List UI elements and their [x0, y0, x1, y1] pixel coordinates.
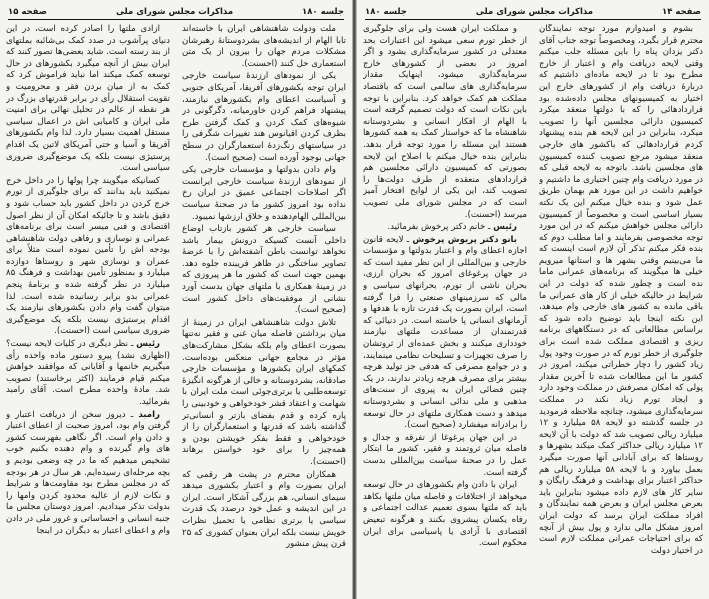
paragraph-text: یکی از نمودهای ارزندهٔ سیاست خارجی ایران توجه بکشورهای آفریقا، آمریکای جنوبی و آسیاست اعطای وام بکشورهای نیازمند، پیشنهاد فراهم کردن خاورمیانه، دگرگونی در شیوه‌های کمک کردن و کمک گرفتن طرح بطرف کردن اقیانوس هند تغییرات شگرفی را در سیاستهای زنگ‌زدهٔ استعمارگران در سطح جهانی بوجود آورده است (صحیح است).: [182, 71, 346, 163]
paragraph-text: و مملکت ایران هست ولی برای جلوگیری از خطر تورم سعی میشود این اعتبارات بحد معتدلی در کشور سرمایه‌گذاری بشود و اگر امروز در بعضی از کشورهای خارج سرمایه‌گذاری میشود، اینهایک مقدار سرمایه‌گذاری های سالمی است که باقتصاد مملکت هم کمک خواهد کرد. بنابراین با توجه باین نکات است که دولت تصمیم گرفته است با الهام از افکار انسانی و بشردوستانه شاهنشاه ما که خواستار کمک به همه کشورها هستند این مسئله را مورد توجه قرار بدهد. بنابراین بنده خیال میکنم با اصلاح این لایحه بصورتی که کمیسیون دارائی مجلسین هم قراردادهای منعقده از طرف دولت‌ها را تصویب کند، این یکی از لوایح افتخار آمیز است که در مجلس شورای ملی تصویب میرسد (احسنت).: [363, 24, 527, 220]
page-header: [8, 5, 344, 20]
page-number: صفحه ۱۵: [8, 7, 47, 17]
paragraph-text: در این جهان پرغوغا از تفرقه و جدال و فاصله میان ثروتمند و فقیر، کشور ما ابتکار عمل را در صحنهٔ سیاست بین‌المللی بدست گرفته است.: [363, 432, 527, 478]
speaker-paragraph: [363, 222, 527, 234]
page-number: صفحه ۱۴: [662, 7, 701, 17]
speaker-name: رئیس: [493, 222, 517, 233]
paragraph-text: بشوم و امیدوارم مورد توجه نمایندگان محترم قرار بگیرد، ومخصوصاً توجه جناب آقای دکتر یزدان پناه را باین مسئله جلب میکنم وقتی لایحه دریافت وام و اعتبار از خارج مطرح بود تا در لایحه ماده‌ای داشتیم که دربارهٔ دریافت وام از کشورهای خارج این اختیار به کمیسیونهای مجلس داده‌شده بود قراردادهائی را که با دولتها منعقد میکرد کمیسیون دارائی مجلسین آنها را تصویب میکرد، بنابراین در این لایحه هم بنده پیشنهاد کردم قراردادهائی که باکشور های خارجی منعقد میشود مرجع تصویب کننده کمیسیون های مجلسین باشد. باتوجه به لایحه قبلی که در مورد دریافت وام چنین اختیاری ما داشتیم و خواهیم داشت در این مورد هم بهمان طریق عمل شود و بنده خیال میکنم این یک نکته بسیار اساسی است و مخصوصاً از کمیسیون دارائی مجلس خواهش میکنم که در این مورد توجه مخصوصی بفرمایند و اما مطلب دوم که بنده فکر میکنم تذکر آن لازم است اینست که ما می‌بینیم وقتی بشهر ها و استانها میرویم خیلی ها میگویند که برنامه‌های عمرانی ماما نده است و چطور شده که دولت در این شرایط در حالیکه خیلی از کار های عمرانی ما باقی مانده به کشور های خارجی وام میدهد، این نکته اینجا باید توضیح داده شود که براساس مطالعاتی که در دستگاههای برنامه ریزی و اقتصادی مملکت شده است برای جلوگیری از خطر تورم که در صورت وجود پول زیاد کشور را دچار خطراتی میکند، امروز در کشور ما این مطالعات شده تا آخرین مقدار پولی که امکان مصرفش در مملکت وجود دارد و ایجاد تورم زیاد نکند در مملکت سرمایه‌گذاری میشود، چنانچه ملاحظه فرمودید در جلسه گذشته دو لایحه ۵۸ میلیارد و ۱۲ میلیارد ریالی تصویب شد که دولت با آن لایحه ۱۲ میلیارد ریالی حداکثر کمک میکند بشهرها و روستاها که برای آبادانی آنها صورت میگیرد بعمل بیاورد و با لایحه ۵۸ میلیارد ریالی هم حداکثر اعتبار برای بهداشت و فرهنگ رایگان و سایر کار های لازم داده میشود بنابراین باید بعرض مجلس ایران و بعرض همه نمایندگان و افراد مملکت ایران برسد که دولت ایران امروز مشکل مالی ندارد و پول بیش از آنچه که برای احتیاجات عمرانی مملکت لازم است در اختیار دولت: [539, 24, 703, 556]
paragraph-text: وام دادن بدولتها و مؤسسات خارجی یکی از نمودهای ارزندهٔ سیاست خارجی ایرانست اگر اصلاحات اجتماعی عمیق در ایران رخ نداده بود امروز کشور ما در صحنهٔ سیاست بین‌المللی الهام‌دهنده و خلاق ارزشها نمیبود.: [182, 165, 346, 222]
paragraph: [6, 24, 170, 175]
paragraph-text: آزادی ملتها را اصادر کرده است، در این دنیای پرآشوب در صدد کمک بی‌شائبه بملتهای از بند رسته است. شاید بعضی‌ها تصور کنند که ایران بیش از آنچه میگیرد بکشورهای در حال توسعه کمک میکند اما نباید فراموش کرد که کمک به از میان بردن فقر و محرومیت و تقویت استقلال رأی در برابر قدرتهای بزرگ در هر نقطه از عالم در تحلیل نهائی برای امنیت ملی ایران و کامیابی اش در اعمال سیاسی مستقل اهمیت بسیار دارد. لذا وام بکشورهای آفریقا و آسیا و حتی آمریکای لاتین یک اقدام پرستیژی نیست بلکه یک موضع‌گیری ضروری سیاسی است.: [6, 24, 170, 174]
speaker-paragraph: [6, 339, 170, 409]
text-column-left: [363, 24, 527, 593]
paragraph-text: ـ لایحه قانون اجازه اعطای وام و اعتبار بدولتها و مؤسسات خارجی و بین‌المللی از این نظر مفید است که در جهان پرغوغای امروز که بحران ارزی، بحران ناشی از تورم، بحرانهای سیاسی و مالی که سرزمینهای صنعتی را فرا گرفته است، ایران بصورت یک قدرت تازه با هدفها و آرمانهای انسانی پا خاسته است. در دنیائی که قدرتمندان از مساعدت ملتهای نیازمند خودداری میکنند و بخش عمده‌ای از ثروتشان را صرف تجهیزات و تسلیحات نظامی مینمایند، و در جوامع مصرفی که هدفی جز تولید هرچه بیشتر برای مصرف هرچه زیادتر ندارند، در یک چنین فضائی ایران به پیروی از سنت‌های مذهبی و ملی ندائی انسانی و بشردوستانه میدهد و دست همکاری ملتهای در حال توسعه را برادرانه میفشارد (صحیح است).: [363, 234, 527, 431]
speaker-paragraph: [363, 235, 527, 432]
paragraph: [182, 71, 346, 164]
speaker-name: رامبد: [138, 409, 160, 420]
paragraph: [182, 224, 346, 317]
paragraph-text: همکاران محترم در پشت هر رقمی که ایران بصورت وام و اعتبار بکشوری میدهد سیمای انسانی، هم بزرگی آشکار است. ایران در این اندیشه و عمل خود درصدد یک قدرت سیاسی یا برتری نظامی یا تحمیل نظرات خویش نیست بلکه ایران بعنوان کشوری که ۲۵ قرن پیش منشور: [182, 469, 346, 550]
session-number: جلسه ۱۸۰: [302, 7, 344, 17]
paragraph-text: ملت ودولت شاهنشاهی ایران با خاسته‌اند تابا الهام از اندیشه‌های بشردوستانهٔ رهبرشان مشکلات مردم جهان را بیرون از یک متن استعماری حل کنند (احسنت).: [182, 24, 346, 69]
paragraph: [182, 24, 346, 70]
speaker-name: رئیس: [136, 339, 161, 350]
paragraph: [363, 24, 527, 221]
text-column-right: [539, 24, 703, 593]
paragraph-text: کسانیکه میگویند چرا پولها را در داخل خرج نمیکنید باید بدانند که برای جلوگیری از تورم خرج کردن در داخل کشور باید حساب شود و دقیق باشد و تا جائیکه امکان آن از نظر اصول اقتصادی و فنی میسر است برای برنامه‌های عمرانی و نوسازی و رفاهی دولت شاهنشاهی بودجه اش را تأمین نموده است مثلاً برای عمران و نوسازی شهر و روستاها دوازده میلیارد و بمنظور تأمین بهداشت و فرهنگ ۸۵ میلیارد در نظر گرفته شده و برنامهٔ پنجم عمرانی بدو برابر رسانیده شده است. لذا میتوان گفت وام دادن بکشورهای نیازمند یک اقدام پرستیژی نیست بلکه یک موضع‌گیری ضروری سیاسی است (احسنت).: [6, 175, 170, 337]
paragraph: [182, 470, 346, 551]
publication-title: مذاکرات مجلس شورای ملی: [115, 7, 234, 17]
paragraph-text: ایران با دادن وام بکشورهای در حال توسعه میخواهد از اختلافات و فاصله میان ملتها بکاهد باید که ملتها بسوی تعمیم عدالت اجتماعی و رفاه یکسان پیشروی بکنند و هرگونه تبعیض اقتصادی با آزادی یا پاسیاسی برای ایران محکوم است.: [363, 480, 527, 549]
speaker-paragraph: [6, 410, 170, 538]
left-page: [0, 0, 352, 599]
paragraph-text: ـ خانم دکتر پرخوش بفرمائید.: [387, 222, 491, 233]
paragraph: [363, 480, 527, 550]
text-column-left: [6, 24, 170, 593]
paragraph: [182, 318, 346, 469]
paragraph-text: تلاش دولت شاهنشاهی ایران در زمینهٔ از میان برداشتن فاصله میان غنی و فقیر نه‌تنها بصورت اعطای وام بلکه بشکل مشارکت‌های مؤثر در مجامع جهانی منعکس بوده‌است. کمکهای ایران بکشورها و مؤسسات خارجی صادقانه، بشردوستانه و خالی از هرگونه انگیزهٔ توسعه‌طلبی یا برتری‌جوئی است ملت ایران با شهامت و اعتقاد قشر خودخواهی و خودبینی را پاره کرده و قدم بفضای بازتر و انسانی‌تر گذاشته باشد که قدرتها و استعمارگران را از خودخواهی و فقط بفکر خویشتن بودن و همه‌چیز را برای خود خواستن برهاند (احسنت).: [182, 317, 346, 467]
paragraph: [539, 24, 703, 557]
speaker-name: بانو دکتر پریوش پرخوش: [412, 234, 517, 245]
paragraph-text: ـ دیروز سخن از دریافت اعتبار و گرفتن وام بود، امروز صحبت از اعطای اعتبار و دادن وام است. اگر نگاهی بفهرست کشور های وام گیرنده و وام دهنده بکنیم خوب تشخیص میدهیم که ما در چه وضعی بودیم و بچه مرحله‌ای رسیده‌ایم. هر سال در هر بودجه که در مجلس مطرح بود مقاومت‌ها و شرایط و نکات لازم از عالیه محدود کردن وامها را بدولت تذکر میدادیم. امروز دوستان مجلس ما جنبه انسانی و احساساتی و غرور ملی در دادن وام و اعطای اعتبار به دیگران در اینجا: [6, 409, 170, 536]
paragraph-text: سیاست خارجی هر کشور بازتاب اوضاع داخلی آنست کسیکه درونش بیمار باشد نخواهد توانست باطن آشفته‌اش را با عرضهٔ تصاویر ساختگی در ظاهر فریبنده جلوه دهد. بهمین جهت است که کشور ما هر پیروزی که در زمینهٔ همکاری با ملتهای جهان بدست آورد نشانی از موفقیت‌های داخل کشور است (صحیح است).: [182, 224, 346, 316]
publication-title: مذاکرات مجلس شورای ملی: [475, 7, 594, 17]
paragraph: [6, 176, 170, 338]
page-header: [365, 5, 701, 20]
paragraph: [182, 165, 346, 223]
text-column-right: [182, 24, 346, 593]
session-number: جلسه ۱۸۰: [365, 7, 407, 17]
right-page: [357, 0, 709, 599]
paragraph: [363, 433, 527, 479]
paragraph-text: ـ نظر دیگری در کلیات لایحه نیست؟ (اظهاری نشد) پیرو دستور ماده واحده رأی میگیریم خانمها و آقایانی که موافقند خواهش میکنم قیام فرمایند (اکثر برخاستند) تصویب شد. مادهٔ واحده مطرح است. آقای رامبد بفرمائید.: [6, 339, 170, 407]
